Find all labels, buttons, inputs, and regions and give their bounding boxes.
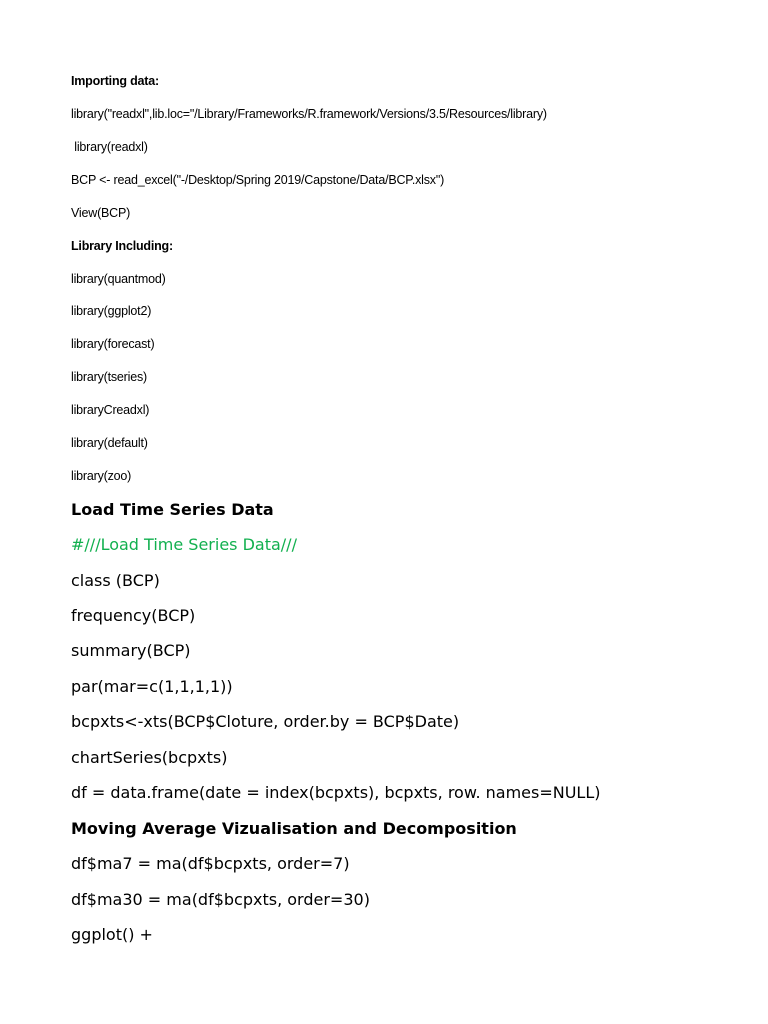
code-line-ma30: df$ma30 = ma(df$bcpxts, order=30)	[71, 890, 370, 909]
code-line-library-forecast: library(forecast)	[71, 337, 155, 351]
code-line-library-tseries: library(tseries)	[71, 370, 147, 384]
code-line-library-zoo: library(zoo)	[71, 469, 132, 483]
code-line-data-frame: df = data.frame(date = index(bcpxts), bcpxts, row. names=NULL)	[71, 783, 601, 802]
code-line-class-bcp: class (BCP)	[71, 571, 160, 590]
code-line-par-mar: par(mar=c(1,1,1,1))	[71, 677, 233, 696]
importing-data-heading: Importing data:	[71, 74, 159, 88]
code-line-library-readxl: library(readxl)	[71, 140, 148, 154]
code-line-ma7: df$ma7 = ma(df$bcpxts, order=7)	[71, 854, 350, 873]
code-line-ggplot: ggplot() +	[71, 925, 153, 944]
code-line-chartseries: chartSeries(bcpxts)	[71, 748, 228, 767]
code-line-library-quantmod: library(quantmod)	[71, 272, 166, 286]
code-comment-load-time-series: #///Load Time Series Data///	[71, 535, 297, 554]
code-line-view-bcp: View(BCP)	[71, 206, 131, 220]
moving-average-heading: Moving Average Vizualisation and Decomposition	[71, 819, 517, 838]
code-line-library-default: library(default)	[71, 436, 148, 450]
code-line-library-creadxl: libraryCreadxl)	[71, 403, 150, 417]
load-time-series-heading: Load Time Series Data	[71, 500, 274, 519]
code-line-library-readxl-lib-loc: library("readxl",lib.loc="/Library/Frameworks/R.framework/Versions/3.5/Resources/library)	[71, 107, 547, 121]
code-line-bcpxts: bcpxts<-xts(BCP$Cloture, order.by = BCP$Date)	[71, 712, 460, 731]
code-line-library-ggplot2: library(ggplot2)	[71, 304, 152, 318]
code-line-summary-bcp: summary(BCP)	[71, 641, 191, 660]
code-line-frequency-bcp: frequency(BCP)	[71, 606, 196, 625]
code-line-read-excel: BCP <- read_excel("-/Desktop/Spring 2019/Capstone/Data/BCP.xlsx")	[71, 173, 445, 187]
library-including-heading: Library Including:	[71, 239, 173, 253]
